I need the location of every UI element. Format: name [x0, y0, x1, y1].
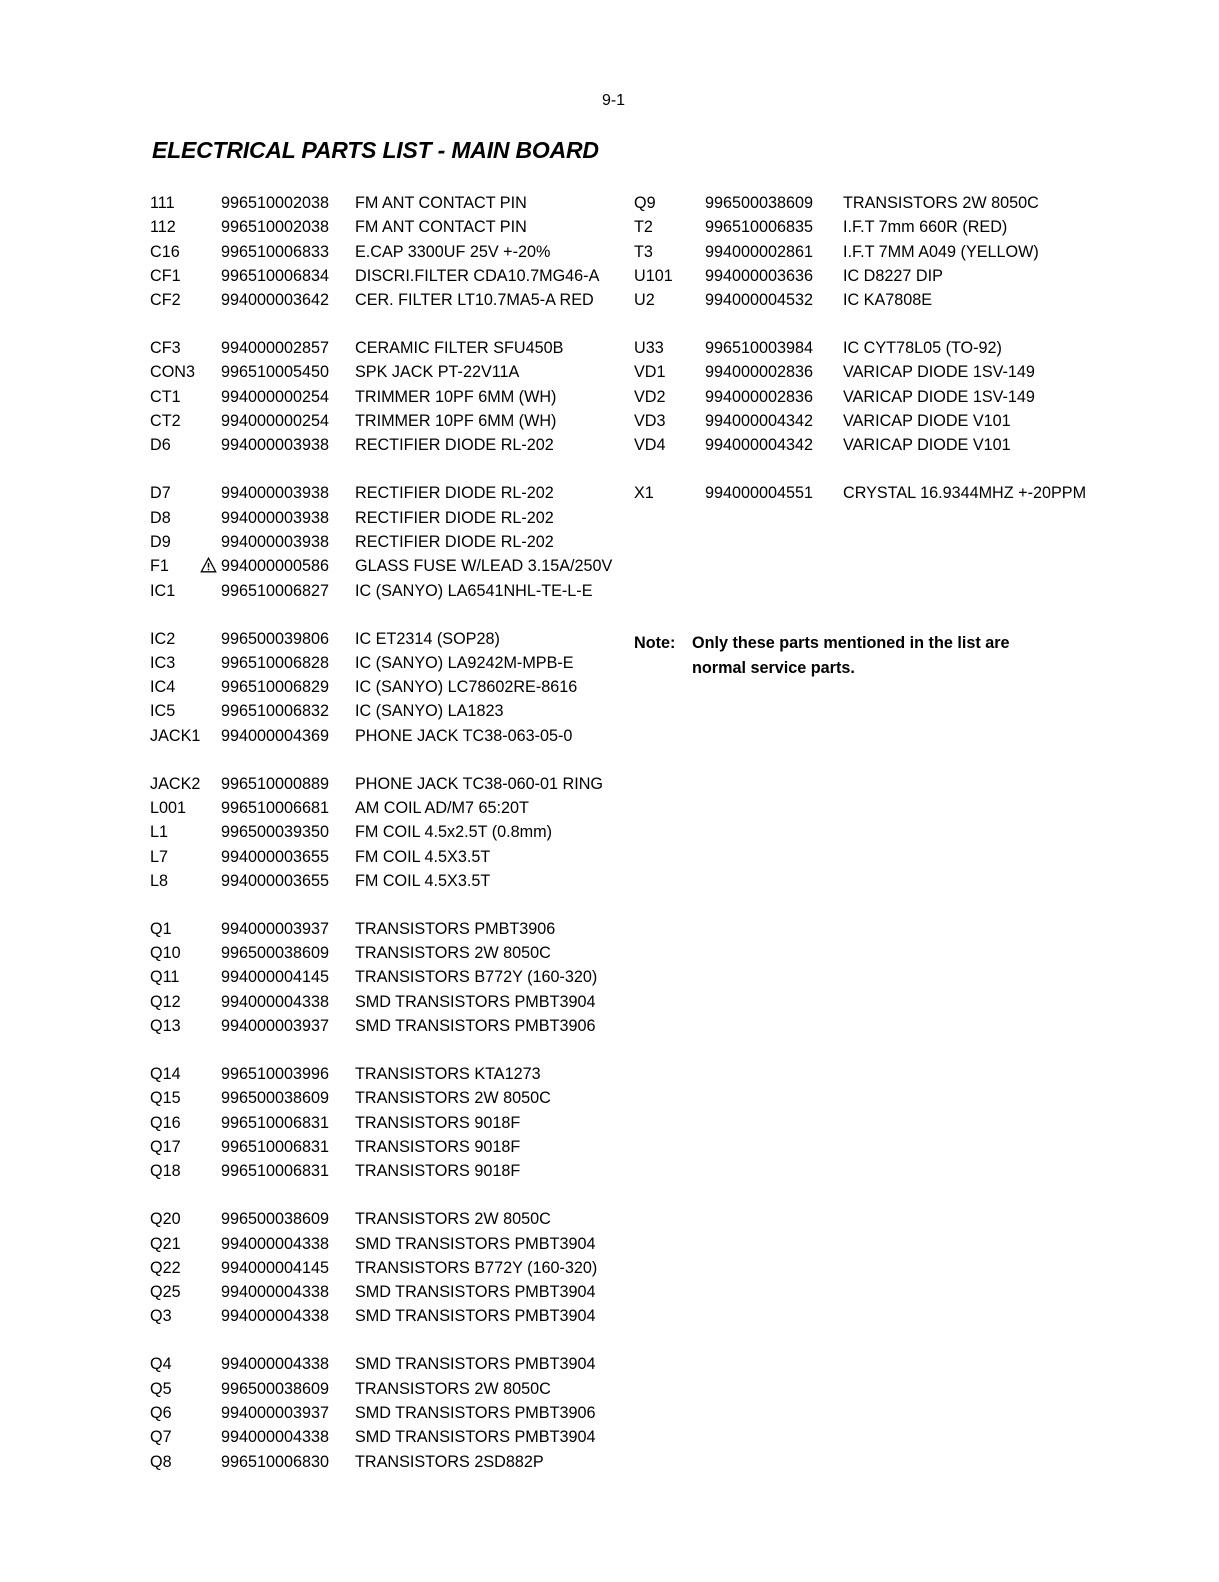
part-description: SMD TRANSISTORS PMBT3904 — [355, 1307, 596, 1326]
part-number: 996510006830 — [221, 1452, 330, 1471]
part-reference: L001 — [150, 798, 187, 817]
part-reference: F1 — [150, 557, 169, 576]
part-description: PHONE JACK TC38-063-05-0 — [355, 726, 573, 745]
part-reference: IC2 — [150, 629, 176, 648]
part-reference: Q4 — [150, 1355, 172, 1374]
part-number: 996510006681 — [221, 798, 330, 817]
part-number: 996500038609 — [221, 1379, 330, 1398]
part-description: SMD TRANSISTORS PMBT3904 — [355, 1355, 596, 1374]
part-description: RECTIFIER DIODE RL-202 — [355, 436, 554, 455]
part-number: 994000003938 — [221, 436, 330, 455]
part-number: 996500039350 — [221, 823, 330, 842]
part-reference: Q6 — [150, 1403, 172, 1422]
part-number: 994000000254 — [221, 387, 330, 406]
part-description: TRANSISTORS B772Y (160-320) — [355, 968, 598, 987]
part-number: 994000004369 — [221, 726, 330, 745]
part-description: FM COIL 4.5x2.5T (0.8mm) — [355, 823, 552, 842]
part-number: 996510005450 — [221, 363, 330, 382]
part-number: 994000004532 — [705, 291, 814, 310]
part-number: 996500039806 — [221, 629, 330, 648]
part-reference: IC1 — [150, 581, 176, 600]
part-reference: Q25 — [150, 1283, 181, 1302]
part-description: SPK JACK PT-22V11A — [355, 363, 520, 382]
part-reference: Q7 — [150, 1428, 172, 1447]
part-number: 996510006833 — [221, 242, 330, 261]
part-number: 994000000254 — [221, 412, 330, 431]
part-description: CRYSTAL 16.9344MHZ +-20PPM — [843, 484, 1087, 503]
part-reference: T2 — [634, 218, 653, 237]
part-reference: CT1 — [150, 387, 181, 406]
part-description: SMD TRANSISTORS PMBT3904 — [355, 992, 596, 1011]
part-number: 994000000586 — [221, 557, 330, 576]
part-reference: 112 — [150, 218, 176, 237]
note-text-line1: Only these parts mentioned in the list are — [692, 634, 1010, 652]
note-label: Note: — [634, 634, 676, 652]
part-reference: Q12 — [150, 992, 181, 1011]
part-number: 996510002038 — [221, 218, 330, 237]
part-reference: CF1 — [150, 266, 181, 285]
part-number: 994000003636 — [705, 266, 814, 285]
part-description: E.CAP 3300UF 25V +-20% — [355, 242, 551, 261]
part-description: TRANSISTORS 9018F — [355, 1137, 521, 1156]
part-description: IC CYT78L05 (TO-92) — [843, 339, 1002, 358]
part-reference: U33 — [634, 339, 664, 358]
part-reference: JACK1 — [150, 726, 201, 745]
part-description: I.F.T 7MM A049 (YELLOW) — [843, 242, 1039, 261]
part-description: GLASS FUSE W/LEAD 3.15A/250V — [355, 557, 613, 576]
part-description: SMD TRANSISTORS PMBT3906 — [355, 1017, 596, 1036]
part-description: VARICAP DIODE V101 — [843, 412, 1011, 431]
part-reference: VD3 — [634, 412, 666, 431]
part-number: 996500038609 — [221, 1210, 330, 1229]
part-description: TRANSISTORS 9018F — [355, 1162, 521, 1181]
part-reference: Q17 — [150, 1137, 181, 1156]
part-description: VARICAP DIODE V101 — [843, 436, 1011, 455]
part-number: 994000004338 — [221, 1355, 330, 1374]
part-reference: CF2 — [150, 291, 181, 310]
part-reference: IC5 — [150, 702, 176, 721]
part-description: TRIMMER 10PF 6MM (WH) — [355, 412, 557, 431]
part-number: 994000003937 — [221, 1403, 330, 1422]
part-number: 996500038609 — [705, 194, 814, 212]
part-number: 994000004338 — [221, 1307, 330, 1326]
part-reference: D8 — [150, 508, 171, 527]
part-number: 994000003655 — [221, 871, 330, 890]
part-number: 994000004338 — [221, 1283, 330, 1302]
part-description: SMD TRANSISTORS PMBT3904 — [355, 1283, 596, 1302]
part-number: 996510006828 — [221, 653, 330, 672]
part-reference: T3 — [634, 242, 653, 261]
part-number: 994000003938 — [221, 508, 330, 527]
part-description: CERAMIC FILTER SFU450B — [355, 339, 564, 358]
part-reference: Q1 — [150, 919, 172, 938]
part-description: DISCRI.FILTER CDA10.7MG46-A — [355, 266, 600, 285]
part-number: 994000002861 — [705, 242, 814, 261]
part-number: 994000003937 — [221, 919, 330, 938]
part-description: CER. FILTER LT10.7MA5-A RED — [355, 291, 594, 310]
part-number: 996510006831 — [221, 1137, 330, 1156]
part-reference: U2 — [634, 291, 655, 310]
part-reference: Q18 — [150, 1162, 181, 1181]
part-number: 996510003984 — [705, 339, 814, 358]
part-description: TRANSISTORS 2W 8050C — [355, 1089, 551, 1108]
part-number: 994000002836 — [705, 363, 814, 382]
part-number: 994000003938 — [221, 532, 330, 551]
part-number: 994000004145 — [221, 1258, 330, 1277]
part-description: RECTIFIER DIODE RL-202 — [355, 532, 554, 551]
part-description: RECTIFIER DIODE RL-202 — [355, 484, 554, 503]
part-number: 996510006829 — [221, 678, 330, 697]
part-number: 994000004338 — [221, 1428, 330, 1447]
part-number: 996500038609 — [221, 1089, 330, 1108]
part-number: 994000004342 — [705, 436, 814, 455]
part-description: IC KA7808E — [843, 291, 933, 310]
part-number: 996510006835 — [705, 218, 814, 237]
part-description: IC (SANYO) LA1823 — [355, 702, 504, 721]
part-reference: Q3 — [150, 1307, 172, 1326]
part-reference: Q11 — [150, 968, 180, 987]
part-number: 994000002836 — [705, 387, 814, 406]
part-number: 994000003642 — [221, 291, 330, 310]
part-number: 996510006832 — [221, 702, 330, 721]
part-reference: L1 — [150, 823, 169, 842]
part-reference: VD1 — [634, 363, 666, 382]
part-number: 996510003996 — [221, 1065, 330, 1084]
part-description: PHONE JACK TC38-060-01 RING — [355, 774, 603, 793]
part-reference: Q22 — [150, 1258, 181, 1277]
part-number: 996510000889 — [221, 774, 330, 793]
part-description: SMD TRANSISTORS PMBT3904 — [355, 1428, 596, 1447]
part-reference: Q10 — [150, 944, 181, 963]
part-reference: Q20 — [150, 1210, 181, 1229]
part-reference: CON3 — [150, 363, 195, 382]
part-reference: Q15 — [150, 1089, 181, 1108]
part-reference: L8 — [150, 871, 169, 890]
safety-warning-icon — [200, 556, 217, 574]
part-description: TRANSISTORS PMBT3906 — [355, 919, 556, 938]
part-description: TRANSISTORS 2W 8050C — [355, 1379, 551, 1398]
part-reference: D6 — [150, 436, 171, 455]
part-number: 994000003937 — [221, 1017, 330, 1036]
part-description: FM COIL 4.5X3.5T — [355, 847, 491, 866]
part-number: 994000002857 — [221, 339, 330, 358]
note-text-line2: normal service parts. — [692, 658, 855, 677]
part-number: 996510006831 — [221, 1162, 330, 1181]
part-description: IC ET2314 (SOP28) — [355, 629, 500, 648]
part-description: SMD TRANSISTORS PMBT3904 — [355, 1234, 596, 1253]
part-number: 994000004342 — [705, 412, 814, 431]
part-description: FM ANT CONTACT PIN — [355, 194, 527, 212]
part-description: TRANSISTORS 2W 8050C — [355, 1210, 551, 1229]
part-description: IC (SANYO) LC78602RE-8616 — [355, 678, 578, 697]
part-description: AM COIL AD/M7 65:20T — [355, 798, 529, 817]
part-reference: X1 — [634, 484, 654, 503]
part-reference: Q8 — [150, 1452, 172, 1471]
part-description: IC D8227 DIP — [843, 266, 943, 285]
part-reference: Q21 — [150, 1234, 181, 1253]
part-description: TRANSISTORS KTA1273 — [355, 1065, 541, 1084]
part-reference: Q16 — [150, 1113, 181, 1132]
part-reference: Q14 — [150, 1065, 181, 1084]
part-description: TRIMMER 10PF 6MM (WH) — [355, 387, 557, 406]
part-number: 994000003938 — [221, 484, 330, 503]
part-description: TRANSISTORS 2W 8050C — [843, 194, 1039, 212]
part-description: TRANSISTORS 9018F — [355, 1113, 521, 1132]
part-number: 994000004145 — [221, 968, 330, 987]
part-description: FM ANT CONTACT PIN — [355, 218, 527, 237]
part-description: IC (SANYO) LA6541NHL-TE-L-E — [355, 581, 593, 600]
part-reference: IC3 — [150, 653, 176, 672]
part-reference: D9 — [150, 532, 171, 551]
page-title: ELECTRICAL PARTS LIST - MAIN BOARD — [152, 137, 599, 163]
part-description: TRANSISTORS B772Y (160-320) — [355, 1258, 598, 1277]
part-number: 994000003655 — [221, 847, 330, 866]
part-reference: CF3 — [150, 339, 181, 358]
part-reference: Q13 — [150, 1017, 181, 1036]
part-number: 996510002038 — [221, 194, 330, 212]
part-reference: D7 — [150, 484, 171, 503]
part-reference: CT2 — [150, 412, 181, 431]
part-description: I.F.T 7mm 660R (RED) — [843, 218, 1008, 237]
part-description: VARICAP DIODE 1SV-149 — [843, 363, 1035, 382]
part-number: 996510006834 — [221, 266, 330, 285]
part-description: TRANSISTORS 2SD882P — [355, 1452, 544, 1471]
part-reference: VD2 — [634, 387, 666, 406]
part-description: RECTIFIER DIODE RL-202 — [355, 508, 554, 527]
part-number: 996510006827 — [221, 581, 330, 600]
part-number: 996500038609 — [221, 944, 330, 963]
part-reference: VD4 — [634, 436, 666, 455]
part-reference: 111 — [150, 194, 175, 212]
part-reference: IC4 — [150, 678, 176, 697]
part-reference: U101 — [634, 266, 673, 285]
part-reference: Q5 — [150, 1379, 172, 1398]
part-description: VARICAP DIODE 1SV-149 — [843, 387, 1035, 406]
part-description: TRANSISTORS 2W 8050C — [355, 944, 551, 963]
part-reference: Q9 — [634, 194, 656, 212]
page-number: 9-1 — [601, 92, 626, 109]
part-reference: C16 — [150, 242, 180, 261]
part-description: FM COIL 4.5X3.5T — [355, 871, 491, 890]
part-number: 994000004338 — [221, 992, 330, 1011]
part-reference: L7 — [150, 847, 169, 866]
part-reference: JACK2 — [150, 774, 201, 793]
part-description: SMD TRANSISTORS PMBT3906 — [355, 1403, 596, 1422]
part-number: 994000004338 — [221, 1234, 330, 1253]
part-description: IC (SANYO) LA9242M-MPB-E — [355, 653, 574, 672]
part-number: 996510006831 — [221, 1113, 330, 1132]
part-number: 994000004551 — [705, 484, 814, 503]
